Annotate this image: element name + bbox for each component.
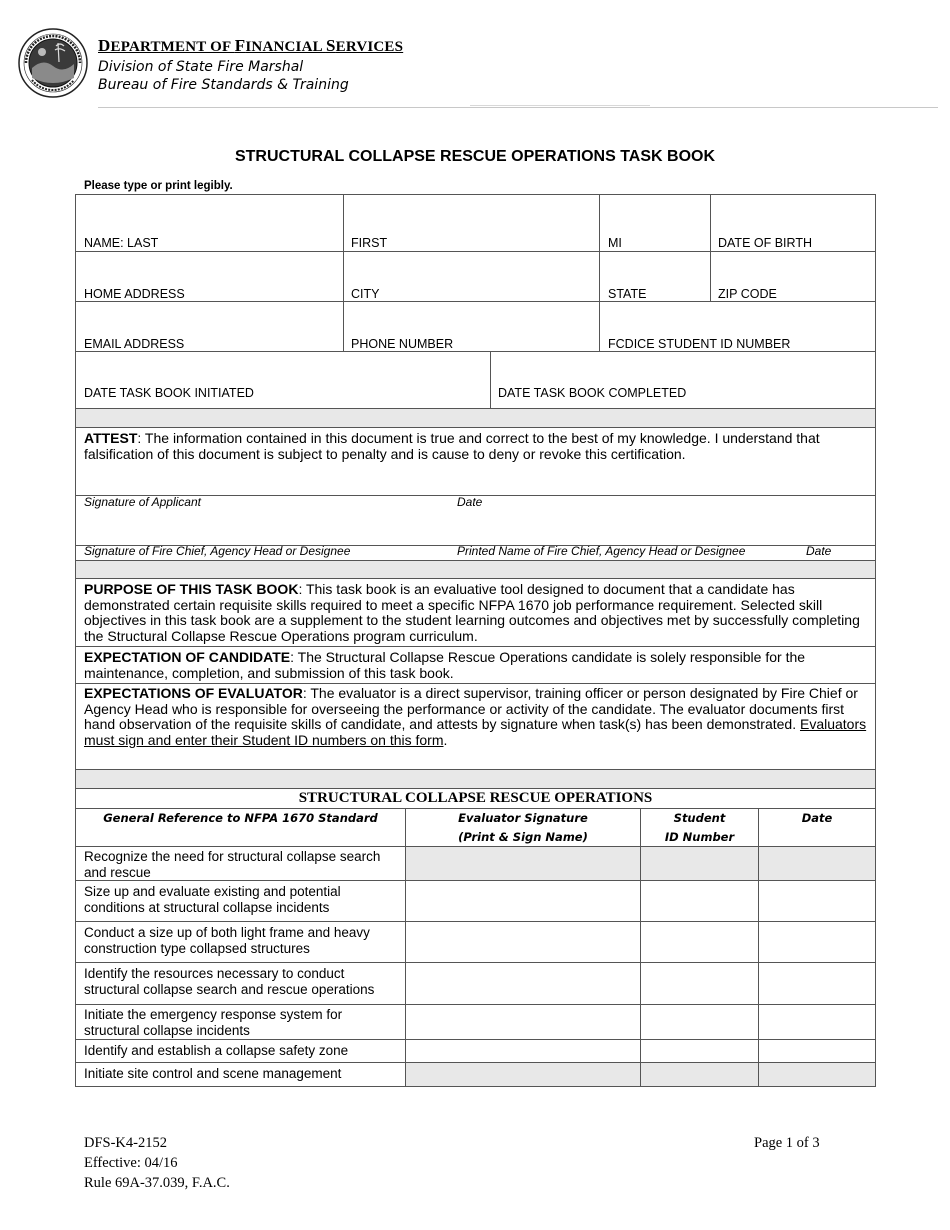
effective-date: Effective: 04/16 xyxy=(84,1155,178,1171)
city-field[interactable]: CITY xyxy=(351,287,380,301)
middle-initial-field[interactable]: MI xyxy=(608,236,622,250)
column-header-reference: General Reference to NFPA 1670 Standard xyxy=(103,811,378,825)
section-spacer xyxy=(76,770,875,788)
header-divider-accent xyxy=(470,105,650,106)
division-name: Division of State Fire Marshal xyxy=(98,59,304,75)
candidate-expectation-paragraph: EXPECTATION OF CANDIDATE: The Structural Collapse Rescue Operations candidate is solely responsible for the maintenance, completion, and submission of this task book. xyxy=(84,649,806,681)
date-of-birth-field[interactable]: DATE OF BIRTH xyxy=(718,236,812,250)
table-row: Initiate the emergency response system for structural collapse incidents xyxy=(84,1007,343,1038)
department-name: DEPARTMENT OF FINANCIAL SERVICES xyxy=(98,36,404,55)
zip-code-field[interactable]: ZIP CODE xyxy=(718,287,777,301)
date-initiated-field[interactable]: DATE TASK BOOK INITIATED xyxy=(84,386,254,400)
state-field[interactable]: STATE xyxy=(608,287,647,301)
table-row: Initiate site control and scene management xyxy=(84,1066,342,1081)
last-name-field[interactable]: NAME: LAST xyxy=(84,236,159,250)
date-completed-field[interactable]: DATE TASK BOOK COMPLETED xyxy=(498,386,687,400)
chief-signature-field[interactable]: Signature of Fire Chief, Agency Head or Designee xyxy=(84,544,351,558)
table-row: Identify and establish a collapse safety zone xyxy=(84,1043,349,1058)
applicant-date-field[interactable]: Date xyxy=(457,495,483,509)
chief-printed-name-field[interactable]: Printed Name of Fire Chief, Agency Head or Designee xyxy=(457,544,746,558)
table-row: Conduct a size up of both light frame and heavy construction type collapsed structures xyxy=(84,925,370,956)
table-row: Recognize the need for structural collapse search and rescue xyxy=(84,849,381,880)
page-title: STRUCTURAL COLLAPSE RESCUE OPERATIONS TASK BOOK xyxy=(234,148,716,165)
section-spacer xyxy=(76,409,875,427)
table-row: Size up and evaluate existing and potential conditions at structural collapse incidents xyxy=(84,884,341,915)
first-name-field[interactable]: FIRST xyxy=(351,236,388,250)
instruction-text: Please type or print legibly. xyxy=(84,180,233,192)
evaluator-expectation-paragraph: EXPECTATIONS OF EVALUATOR: The evaluator is a direct supervisor, training officer or person designated by Fire Chief or Agency Head who is responsible for overseeing the performance or activity of the candidate. The evaluator documents first hand observation of the requisite skills of candidate, and attests by signature when task(s) has been demonstrated. Evaluators must sign and enter their Student ID numbers on this form. xyxy=(84,685,867,748)
florida-seal-logo xyxy=(18,28,88,98)
attest-statement: ATTEST: The information contained in this document is true and correct to the best of my knowledge. I understand that falsification of this document is subject to penalty and is cause to deny or revoke this certification. xyxy=(84,430,820,462)
student-id-field[interactable]: FCDICE STUDENT ID NUMBER xyxy=(608,337,791,351)
header-divider xyxy=(98,107,938,108)
email-address-field[interactable]: EMAIL ADDRESS xyxy=(84,337,185,351)
form-info xyxy=(84,1133,230,1193)
form-number: DFS-K4-2152 xyxy=(84,1135,167,1151)
column-header-student-id: Student ID Number xyxy=(664,811,735,844)
table-row: Identify the resources necessary to conduct structural collapse search and rescue operations xyxy=(84,966,375,997)
purpose-paragraph: PURPOSE OF THIS TASK BOOK: This task book is an evaluative tool designed to document that a candidate has demonstrated certain requisite skills required to meet a specific NFPA 1670 job performance requirement. Selected skill objectives in this task book are a supplement to the student learning outcomes and objectives met by successfully completing the Structural Collapse Rescue Operations program curriculum. xyxy=(84,581,860,644)
bureau-name: Bureau of Fire Standards & Training xyxy=(98,77,349,93)
section-spacer xyxy=(76,561,875,578)
applicant-signature-field[interactable]: Signature of Applicant xyxy=(84,495,201,509)
rule-reference: Rule 69A-37.039, F.A.C. xyxy=(84,1175,230,1191)
chief-date-field[interactable]: Date xyxy=(806,544,832,558)
home-address-field[interactable]: HOME ADDRESS xyxy=(84,287,185,301)
phone-number-field[interactable]: PHONE NUMBER xyxy=(351,337,454,351)
column-header-evaluator: Evaluator Signature (Print & Sign Name) xyxy=(458,811,588,844)
page-number: Page 1 of 3 xyxy=(754,1135,820,1151)
table-title: STRUCTURAL COLLAPSE RESCUE OPERATIONS xyxy=(298,790,653,806)
column-header-date: Date xyxy=(801,811,833,825)
